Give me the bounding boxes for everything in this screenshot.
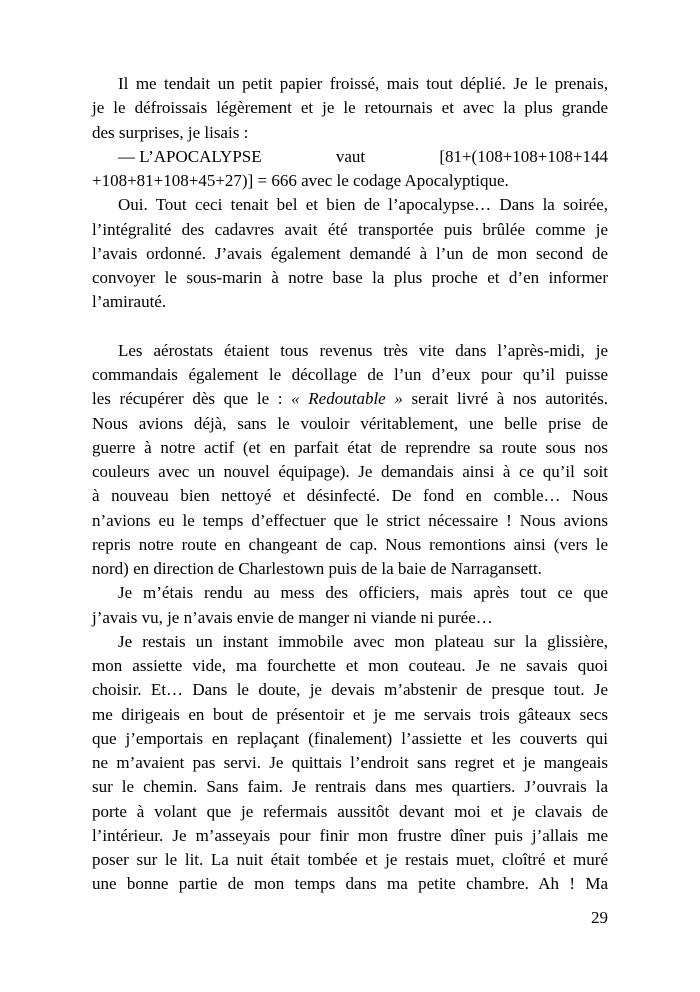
text-line: ne m’avaient pas servi. Je quittais l’endroit sans regret et je mangeais	[92, 753, 608, 772]
paragraph	[92, 145, 608, 194]
text-line: je le défroissais légèrement et je le retournais et avec la plus grande	[92, 98, 608, 118]
text-line: Il me tendait un petit papier froissé, mais tout déplié. Je le prenais,	[118, 74, 608, 93]
text-line: couleurs avec un nouvel équipage). Je demandais ainsi à ce qu’il soit	[92, 462, 608, 481]
paragraph	[92, 339, 608, 582]
text-line: Oui. Tout ceci tenait bel et bien de l’apocalypse… Dans la soirée,	[118, 195, 608, 215]
text-line: une bonne partie de mon temps dans ma petite chambre. Ah ! Ma	[92, 874, 608, 894]
text-line: l’intégralité des cadavres avait été transportée puis brûlée comme je	[92, 219, 608, 239]
text-line: à nouveau bien nettoyé et désinfecté. De fond en comble… Nous	[92, 486, 608, 506]
text-line: n’avions eu le temps d’effectuer que le strict nécessaire ! Nous avions	[92, 510, 608, 530]
text-line: guerre à notre actif (et en parfait état de reprendre sa route sous nos	[92, 437, 608, 457]
text-line: l’amirauté.	[92, 292, 167, 312]
text-line: que j’emportais en replaçant (finalement) l’assiette et les couverts qui	[92, 728, 608, 748]
text-line: choisir. Et… Dans le doute, je devais m’abstenir de presque tout. Je	[92, 680, 608, 700]
text-line	[92, 387, 608, 411]
text-line: Les aérostats étaient tous revenus très vite dans l’après-midi, je	[118, 340, 608, 360]
paragraph	[92, 630, 608, 897]
text-line: j’avais vu, je n’avais envie de manger ni viande ni purée…	[92, 607, 493, 627]
text-line: mon assiette vide, ma fourchette et mon couteau. Je ne savais quoi	[92, 656, 608, 675]
text-line: Je restais un instant immobile avec mon plateau sur la glissière,	[118, 631, 608, 651]
paragraph-spacer	[92, 315, 608, 339]
text-line: porte à volant que je refermais aussitôt devant moi et je clavais de	[92, 801, 608, 821]
text-line: convoyer le sous-marin à notre base la plus proche et d’en informer	[92, 268, 608, 287]
text-segment: serait livré à nos autorités.	[402, 389, 609, 409]
text-line: l’avais ordonné. J’avais également demandé à l’un de mon second de	[92, 243, 608, 263]
paragraph	[92, 581, 608, 630]
text-segment: — L’APOCALYPSE	[118, 146, 262, 166]
paragraph	[92, 72, 608, 145]
text-line: poser sur le lit. La nuit était tombée et je restais muet, cloîtré et muré	[92, 850, 608, 869]
text-line: l’intérieur. Je m’asseyais pour finir mon frustre dîner puis j’allais me	[92, 825, 608, 845]
text-line: me dirigeais en bout de présentoir et je me servais trois gâteaux secs	[92, 704, 608, 724]
text-segment: les récupérer dès que le :	[92, 389, 292, 409]
text-line: commandais également le décollage de l’un d’eux pour qu’il puisse	[92, 365, 608, 384]
text-segment: vaut	[335, 146, 366, 166]
text-line: repris notre route en changeant de cap. Nous remontions ainsi (vers le	[92, 534, 608, 554]
paragraph	[92, 193, 608, 314]
text-segment: [81+(108+108+108+144	[439, 146, 608, 166]
page-text	[92, 72, 608, 897]
text-line: Je m’étais rendu au mess des officiers, mais après tout ce que	[118, 583, 608, 603]
text-line: +108+81+108+45+27)] = 666 avec le codage Apocalyptique.	[92, 171, 509, 190]
text-line: sur le chemin. Sans faim. Je rentrais dans mes quartiers. J’ouvrais la	[92, 777, 608, 797]
page-number: 29	[591, 908, 608, 927]
text-line: Nous avions déjà, sans le vouloir véritablement, une belle prise de	[92, 413, 608, 433]
text-line: des surprises, je lisais :	[92, 122, 249, 142]
text-line: nord) en direction de Charlestown puis de la baie de Narragansett.	[92, 559, 542, 578]
text-line	[92, 145, 608, 169]
italic-text: « Redoutable »	[291, 389, 403, 409]
